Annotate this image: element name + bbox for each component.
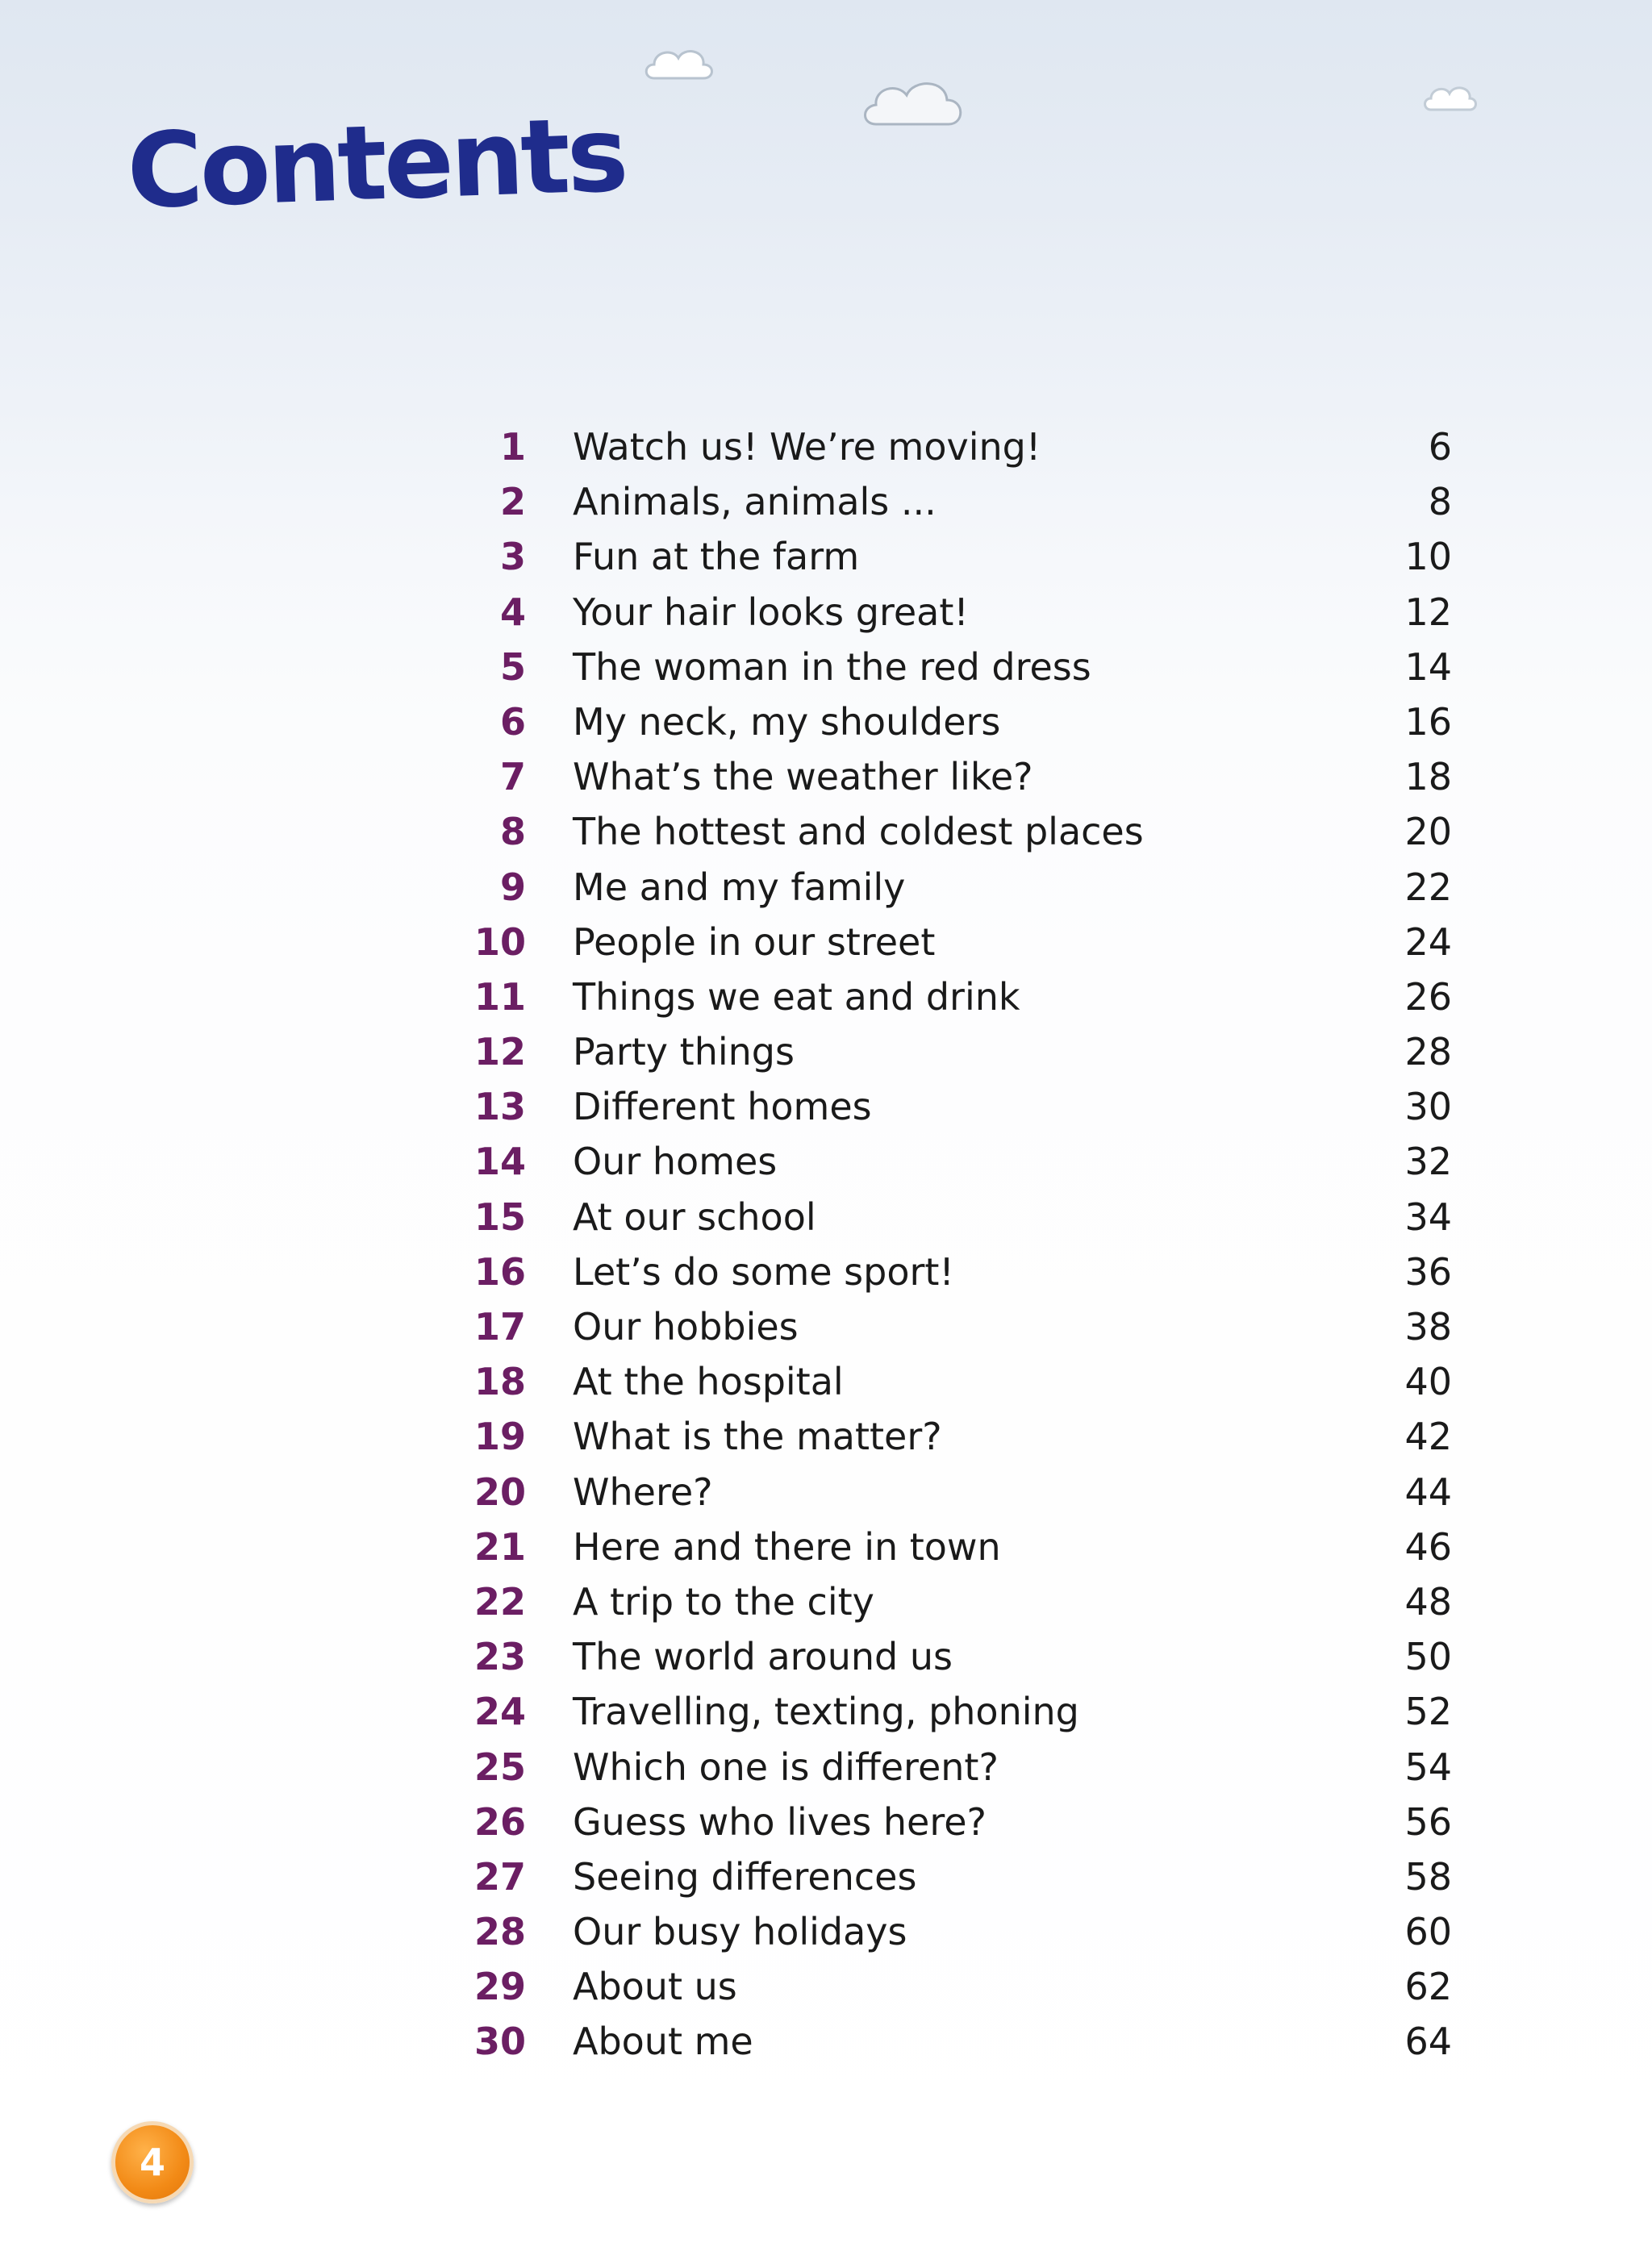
page-number: 30	[1404, 1085, 1452, 1129]
toc-entry[interactable]	[468, 1354, 1452, 1409]
unit-title: Fun at the farm	[573, 535, 860, 579]
unit-title: What’s the weather like?	[573, 755, 1033, 799]
page-number: 22	[1404, 865, 1452, 909]
unit-title: Your hair looks great!	[573, 590, 969, 634]
page-number: 24	[1404, 919, 1452, 964]
unit-title: Which one is different?	[573, 1745, 999, 1789]
unit-title: What is the matter?	[573, 1415, 942, 1459]
unit-number: 27	[473, 1854, 526, 1899]
unit-number: 16	[473, 1249, 526, 1294]
unit-number: 11	[473, 974, 526, 1019]
unit-number: 6	[499, 699, 526, 744]
unit-title: Our homes	[573, 1140, 778, 1184]
page-title: Contents	[125, 94, 628, 232]
toc-entry[interactable]	[468, 1299, 1452, 1354]
cloud-icon	[861, 74, 966, 139]
toc-entry[interactable]	[468, 860, 1452, 915]
unit-number: 13	[473, 1085, 526, 1129]
unit-number: 20	[473, 1470, 526, 1514]
unit-number: 24	[473, 1690, 526, 1734]
unit-title: Here and there in town	[573, 1524, 1001, 1569]
toc-entry[interactable]	[468, 1684, 1452, 1739]
page-number: 38	[1404, 1305, 1452, 1349]
cloud-icon	[1421, 81, 1478, 118]
page-number: 62	[1404, 1965, 1452, 2009]
unit-title: Animals, animals ...	[573, 480, 937, 524]
unit-number: 22	[473, 1579, 526, 1624]
unit-title: Watch us! We’re moving!	[573, 425, 1041, 469]
unit-title: Things we eat and drink	[573, 974, 1020, 1019]
unit-title: The world around us	[573, 1635, 953, 1679]
unit-title: People in our street	[573, 919, 936, 964]
toc-entry[interactable]	[468, 915, 1452, 969]
page-number: 48	[1404, 1579, 1452, 1624]
unit-number: 12	[473, 1030, 526, 1074]
unit-title: The woman in the red dress	[573, 644, 1091, 689]
unit-title: Travelling, texting, phoning	[573, 1690, 1079, 1734]
unit-title: Me and my family	[573, 865, 906, 909]
toc-entry[interactable]	[468, 585, 1452, 640]
toc-entry[interactable]	[468, 529, 1452, 584]
unit-number: 1	[499, 425, 526, 469]
toc-entry[interactable]	[468, 2014, 1452, 2069]
unit-title: My neck, my shoulders	[573, 699, 1001, 744]
toc-entry[interactable]	[468, 474, 1452, 529]
unit-number: 18	[473, 1360, 526, 1404]
unit-number: 17	[473, 1305, 526, 1349]
page-number: 52	[1404, 1690, 1452, 1734]
page-number: 6	[1428, 425, 1452, 469]
unit-title: Guess who lives here?	[573, 1799, 987, 1844]
unit-title: At the hospital	[573, 1360, 844, 1404]
unit-title: About me	[573, 2020, 753, 2064]
page-number: 40	[1404, 1360, 1452, 1404]
page-number: 44	[1404, 1470, 1452, 1514]
unit-number: 10	[473, 919, 526, 964]
toc-entry[interactable]	[468, 1409, 1452, 1464]
toc-entry[interactable]	[468, 1740, 1452, 1795]
unit-number: 5	[499, 644, 526, 689]
unit-number: 15	[473, 1194, 526, 1239]
unit-title: Seeing differences	[573, 1854, 917, 1899]
page-number: 32	[1404, 1140, 1452, 1184]
unit-title: Our busy holidays	[573, 1910, 907, 1954]
page-number: 54	[1404, 1745, 1452, 1789]
toc-entry[interactable]	[468, 1629, 1452, 1684]
toc-entry[interactable]	[468, 1024, 1452, 1079]
toc-entry[interactable]	[468, 1904, 1452, 1959]
unit-number: 14	[473, 1140, 526, 1184]
toc-entry[interactable]	[468, 1079, 1452, 1134]
unit-title: About us	[573, 1965, 737, 2009]
page-number: 8	[1428, 480, 1452, 524]
page-number: 10	[1404, 535, 1452, 579]
page-number: 20	[1404, 810, 1452, 854]
unit-number: 25	[473, 1745, 526, 1789]
page-number: 50	[1404, 1635, 1452, 1679]
unit-number: 2	[499, 480, 526, 524]
unit-number: 8	[499, 810, 526, 854]
unit-title: A trip to the city	[573, 1579, 874, 1624]
page-number: 12	[1404, 590, 1452, 634]
page-number-badge: 4	[111, 2121, 194, 2203]
toc-entry[interactable]	[468, 1795, 1452, 1849]
toc-entry[interactable]	[468, 1134, 1452, 1189]
page-number: 58	[1404, 1854, 1452, 1899]
unit-title: Different homes	[573, 1085, 872, 1129]
toc-entry[interactable]	[468, 1520, 1452, 1574]
page-number: 64	[1404, 2020, 1452, 2064]
toc-entry[interactable]	[468, 1190, 1452, 1244]
unit-number: 21	[473, 1524, 526, 1569]
page-number: 26	[1404, 974, 1452, 1019]
toc-entry[interactable]	[468, 804, 1452, 859]
unit-number: 23	[473, 1635, 526, 1679]
page-number: 16	[1404, 699, 1452, 744]
cloud-icon	[642, 42, 715, 90]
page-number: 56	[1404, 1799, 1452, 1844]
unit-title: Let’s do some sport!	[573, 1249, 954, 1294]
unit-number: 30	[473, 2020, 526, 2064]
unit-title: The hottest and coldest places	[573, 810, 1144, 854]
page-number: 18	[1404, 755, 1452, 799]
unit-number: 28	[473, 1910, 526, 1954]
unit-number: 19	[473, 1415, 526, 1459]
unit-title: Party things	[573, 1030, 795, 1074]
unit-number: 7	[499, 755, 526, 799]
toc-entry[interactable]	[468, 640, 1452, 694]
toc-entry[interactable]	[468, 694, 1452, 749]
toc-entry[interactable]	[468, 749, 1452, 804]
toc-entry[interactable]	[468, 1849, 1452, 1904]
toc-entry[interactable]	[468, 1465, 1452, 1520]
page-number: 28	[1404, 1030, 1452, 1074]
page-number: 34	[1404, 1194, 1452, 1239]
page-number: 36	[1404, 1249, 1452, 1294]
page-number: 46	[1404, 1524, 1452, 1569]
unit-number: 4	[499, 590, 526, 634]
toc-entry[interactable]	[468, 1959, 1452, 2014]
toc-entry[interactable]	[468, 1244, 1452, 1299]
unit-title: At our school	[573, 1194, 816, 1239]
unit-number: 9	[499, 865, 526, 909]
unit-number: 26	[473, 1799, 526, 1844]
table-of-contents	[468, 419, 1452, 2070]
toc-entry[interactable]	[468, 1574, 1452, 1629]
unit-number: 3	[499, 535, 526, 579]
toc-entry[interactable]	[468, 419, 1452, 474]
page-number: 14	[1404, 644, 1452, 689]
unit-title: Where?	[573, 1470, 713, 1514]
unit-number: 29	[473, 1965, 526, 2009]
unit-title: Our hobbies	[573, 1305, 799, 1349]
page-number: 60	[1404, 1910, 1452, 1954]
page-number: 42	[1404, 1415, 1452, 1459]
toc-entry[interactable]	[468, 969, 1452, 1024]
